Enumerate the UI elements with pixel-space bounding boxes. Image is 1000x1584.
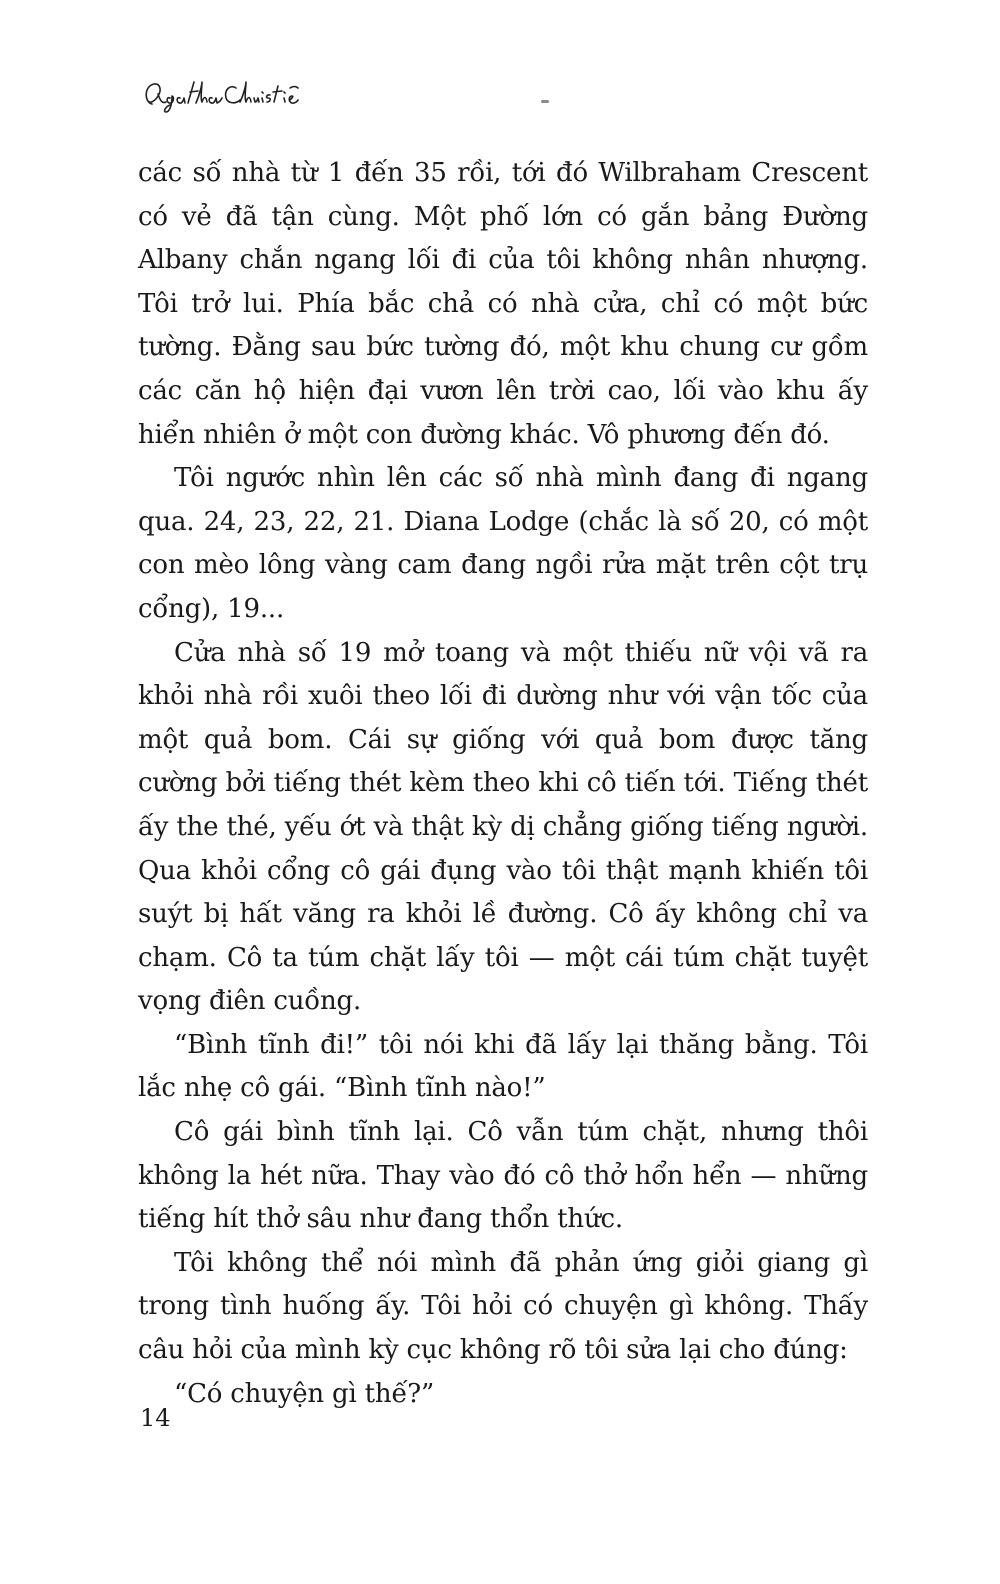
- paragraph-6: Tôi không thể nói mình đã phản ứng giỏi giang gì trong tình huống ấy. Tôi hỏi có chuyện gì không. Thấy câu hỏi của mình kỳ cục không rõ tôi sửa lại cho đúng:: [138, 1247, 868, 1366]
- paragraph-7: “Có chuyện gì thế?”: [174, 1378, 435, 1409]
- scan-speck: [541, 100, 549, 103]
- paragraph-5: Cô gái bình tĩnh lại. Cô vẫn túm chặt, nhưng thôi không la hét nữa. Thay vào đó cô thở hổn hển — những tiếng hít thở sâu như đang thổn thức.: [138, 1117, 868, 1235]
- signature-icon: [140, 74, 310, 116]
- paragraph-4: “Bình tĩnh đi!” tôi nói khi đã lấy lại thăng bằng. Tôi lắc nhẹ cô gái. “Bình tĩnh nào!”: [138, 1029, 868, 1104]
- chapter-body-text: [138, 152, 868, 1416]
- paragraph-1: các số nhà từ 1 đến 35 rồi, tới đó Wilbraham Crescent có vẻ đã tận cùng. Một phố lớn có gắn bảng Đường Albany chắn ngang lối đi của tôi không nhân nhượng. Tôi trở lui. Phía bắc chả có nhà cửa, chỉ có một bức tường. Đằng sau bức tường đó, một khu chung cư gồm các căn hộ hiện đại vươn lên trời cao, lối vào khu ấy hiển nhiên ở một con đường khác. Vô phương đến đó.: [138, 158, 868, 450]
- page-number: 14: [140, 1404, 171, 1432]
- paragraph-3: Cửa nhà số 19 mở toang và một thiếu nữ vội vã ra khỏi nhà rồi xuôi theo lối đi dường như với vận tốc của một quả bom. Cái sự giống với quả bom được tăng cường bởi tiếng thét kèm theo khi cô tiến tới. Tiếng thét ấy the thé, yếu ớt và thật kỳ dị chẳng giống tiếng người. Qua khỏi cổng cô gái đụng vào tôi thật mạnh khiến tôi suýt bị hất văng ra khỏi lề đường. Cô ấy không chỉ va chạm. Cô ta túm chặt lấy tôi — một cái túm chặt tuyệt vọng điên cuồng.: [138, 637, 868, 1017]
- author-signature: [140, 74, 310, 116]
- paragraph-2: Tôi ngước nhìn lên các số nhà mình đang đi ngang qua. 24, 23, 22, 21. Diana Lodge (chắc là số 20, có một con mèo lông vàng cam đang ngồi rửa mặt trên cột trụ cổng), 19...: [138, 463, 868, 624]
